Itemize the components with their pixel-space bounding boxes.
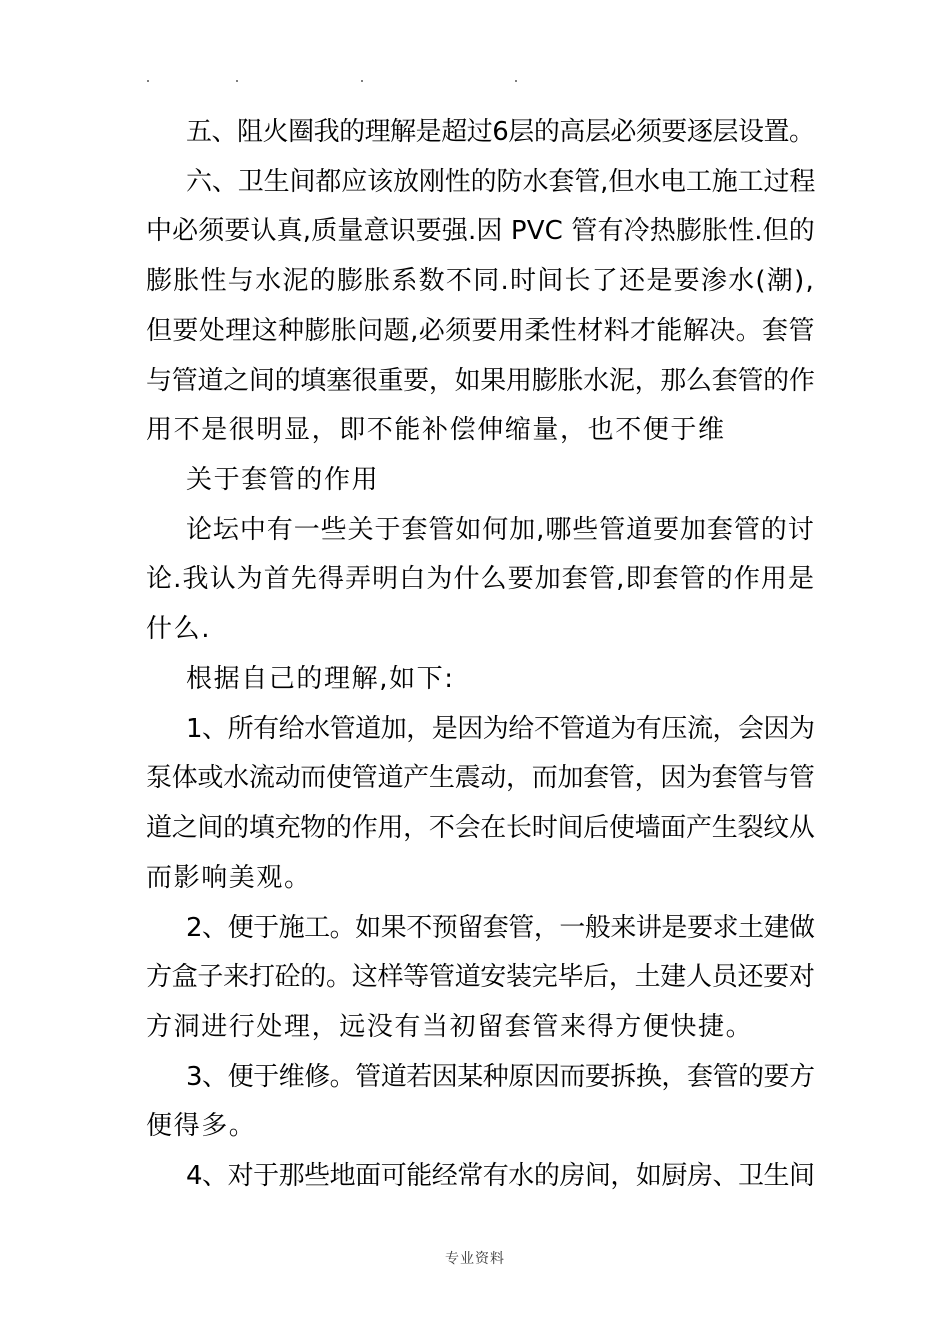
list-item: 2、便于施工。如果不预留套管，一般来讲是要求土建做 — [186, 913, 815, 943]
text-line: 论.我认为首先得弄明白为什么要加套管,即套管的作用是 — [146, 564, 816, 594]
text-line: 方盒子来打砼的。这样等管道安装完毕后，土建人员还要对 — [146, 962, 815, 992]
header-dot — [361, 80, 363, 82]
text-line: 什么. — [146, 614, 212, 644]
header-dot — [147, 80, 149, 82]
section-heading: 关于套管的作用 — [186, 465, 380, 495]
text-line: 用不是很明显，即不能补偿伸缩量，也不便于维 — [146, 415, 726, 445]
text-line: 道之间的填充物的作用，不会在长时间后使墙面产生裂纹从 — [146, 813, 815, 843]
text-line: 六、卫生间都应该放刚性的防水套管,但水电工施工过程 — [186, 167, 816, 197]
text-line: 但要处理这种膨胀问题,必须要用柔性材料才能解决。套管 — [146, 316, 815, 346]
text-line: 论坛中有一些关于套管如何加,哪些管道要加套管的讨 — [186, 515, 815, 545]
text-line: 五、阻火圈我的理解是超过6层的高层必须要逐层设置。 — [186, 117, 815, 147]
text-line: 中必须要认真,质量意识要强.因 PVC 管有冷热膨胀性.但的 — [146, 216, 815, 246]
text-line: 泵体或水流动而使管道产生震动，而加套管，因为套管与管 — [146, 763, 815, 793]
text-line: 膨胀性与水泥的膨胀系数不同.时间长了还是要渗水(潮), — [146, 266, 816, 296]
list-item: 3、便于维修。管道若因某种原因而要拆换，套管的要方 — [186, 1062, 815, 1092]
list-item: 1、所有给水管道加，是因为给不管道为有压流，会因为 — [186, 714, 815, 744]
header-dot — [515, 80, 517, 82]
text-line: 方洞进行处理，远没有当初留套管来得方便快捷。 — [146, 1012, 754, 1042]
text-line: 而影响美观。 — [146, 863, 312, 893]
list-item: 4、对于那些地面可能经常有水的房间，如厨房、卫生间 — [186, 1161, 815, 1191]
text-line: 便得多。 — [146, 1111, 257, 1141]
page-footer: 专业资料 — [445, 1251, 505, 1267]
header-dot — [236, 80, 238, 82]
text-line: 根据自己的理解,如下: — [186, 664, 455, 694]
text-line: 与管道之间的填塞很重要，如果用膨胀水泥，那么套管的作 — [146, 366, 815, 396]
